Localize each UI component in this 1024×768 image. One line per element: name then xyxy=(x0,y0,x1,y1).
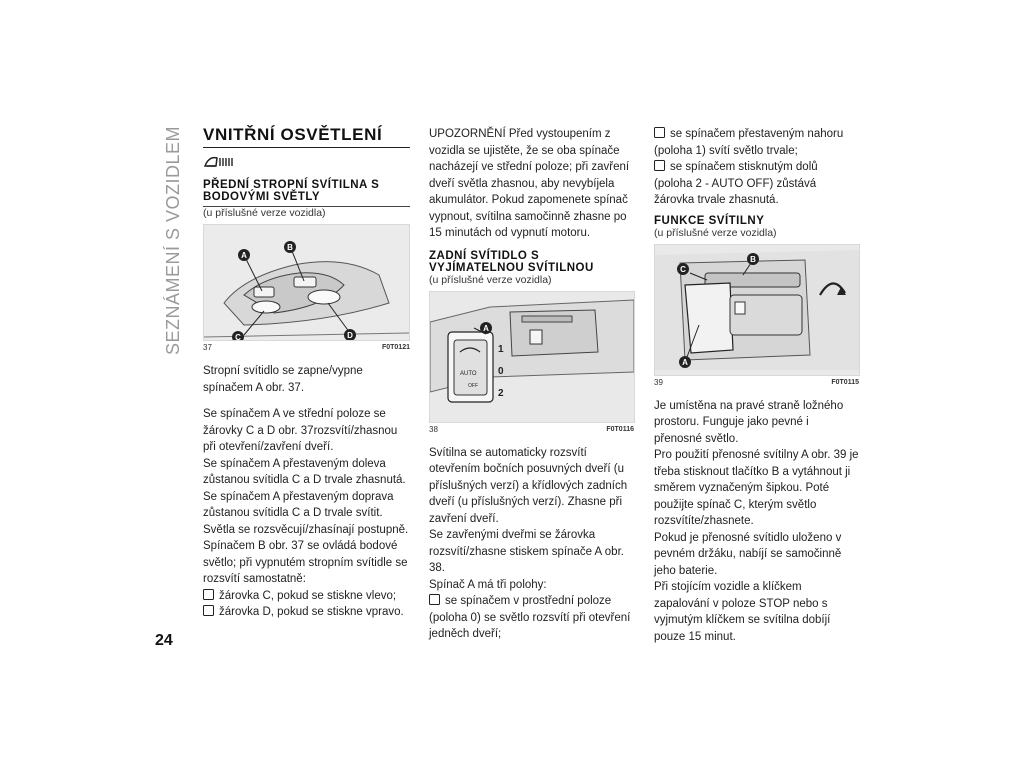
interior-lamp-icon xyxy=(203,154,410,175)
figure-code: F0T0115 xyxy=(831,378,859,386)
checkbox-bullet-icon xyxy=(654,160,665,171)
paragraph: Spínačem B obr. 37 se ovládá bodové světlo; při vypnutém stropním svítidle se rozsvítí samostatně: xyxy=(203,540,408,585)
column-3 xyxy=(654,126,859,645)
paragraph: Při stojícím vozidle a klíčkem zapalování v poloze STOP nebo s vyjmutým klíčkem se svítilna dobíjí pouze 15 minut. xyxy=(654,581,831,643)
checkbox-bullet-icon xyxy=(429,594,440,605)
position-2-label: 2 xyxy=(498,387,504,399)
callout-label: A xyxy=(682,357,688,367)
figure-caption xyxy=(429,425,634,435)
callout-a xyxy=(238,249,250,261)
paragraph: Světla se rozsvěcují/zhasínají postupně. xyxy=(203,523,409,536)
callout-a xyxy=(480,322,492,334)
callout-c xyxy=(677,263,689,275)
list-item: žárovka C, pokud se stiskne vlevo; xyxy=(203,588,410,605)
section-title: VNITŘNÍ OSVĚTLENÍ xyxy=(203,126,410,148)
version-note: (u příslušné verze vozidla) xyxy=(429,273,552,286)
ceiling-lamp-illustration xyxy=(204,225,409,340)
column-2 xyxy=(429,126,634,643)
paragraph: Pokud je přenosné svítidlo uloženo v pevném držáku, nabíjí se samočinně jeho baterie. xyxy=(654,531,842,577)
figure-caption xyxy=(654,378,859,388)
rear-lamp-illustration xyxy=(430,292,634,422)
figure-number: 39 xyxy=(654,377,663,387)
list-item: žárovka D, pokud se stiskne vpravo. xyxy=(203,604,410,621)
subheading: PŘEDNÍ STROPNÍ SVÍTILNA S BODOVÝMI SVĚTLY xyxy=(203,179,410,207)
auto-label: AUTO xyxy=(460,370,477,377)
figure-caption xyxy=(203,343,410,353)
figure-37 xyxy=(203,224,410,341)
figure-number: 38 xyxy=(429,424,438,434)
callout-label: C xyxy=(235,333,241,340)
figure-39 xyxy=(654,244,860,376)
checkbox-bullet-icon xyxy=(203,605,214,616)
callout-b xyxy=(747,253,759,265)
callout-label: A xyxy=(483,323,489,333)
version-note: (u příslušné verze vozidla) xyxy=(654,226,777,239)
position-1-label: 1 xyxy=(498,343,504,355)
off-label: OFF xyxy=(468,382,478,389)
checkbox-bullet-icon xyxy=(203,589,214,600)
callout-label: B xyxy=(750,254,756,264)
paragraph: Se spínačem A ve střední poloze se žárovky C a D obr. 37rozsvítí/zhasnou při otevření/zavření dveří. xyxy=(203,408,398,453)
list-item: se spínačem stisknutým dolů (poloha 2 - AUTO OFF) zůstává žárovka trvale zhasnutá. xyxy=(654,161,818,206)
figure-code: F0T0116 xyxy=(606,425,634,433)
list-item: se spínačem v prostřední poloze (poloha 0) se světlo rozsvítí při otevření jedněch dveří; xyxy=(429,595,631,640)
callout-label: D xyxy=(347,331,353,340)
callout-label: C xyxy=(680,264,686,274)
paragraph: Je umístěna na pravé straně ložného prostoru. Funguje jako pevné i přenosné světlo. xyxy=(654,399,844,445)
lamp-symbol-icon xyxy=(203,154,237,170)
version-note: (u příslušné verze vozidla) xyxy=(203,207,326,219)
paragraph: Stropní svítidlo se zapne/vypne spínačem A obr. 37. xyxy=(203,365,363,394)
figure-38 xyxy=(429,291,635,423)
paragraph: Spínač A má tři polohy: xyxy=(429,578,547,591)
callout-a xyxy=(679,356,691,368)
paragraph: Pro použití přenosné svítilny A obr. 39 je třeba stisknout tlačítko B a vytáhnout ji směrem vyznačeným šipkou. Poté použijte spínač C, kterým světlo rozsvítíte/zhasnete. xyxy=(654,449,859,527)
list-item: se spínačem přestaveným nahoru (poloha 1) svítí světlo trvale; xyxy=(654,128,844,157)
figure-number: 37 xyxy=(203,343,212,352)
page-number: 24 xyxy=(155,632,173,649)
figure-code: F0T0121 xyxy=(381,344,410,351)
callout-label: B xyxy=(287,243,293,252)
column-1 xyxy=(203,126,410,621)
callout-label: A xyxy=(241,251,247,260)
checkbox-bullet-icon xyxy=(654,127,665,138)
paragraph: Se spínačem A přestaveným doprava zůstanou svítidla C a D trvale svítit. xyxy=(203,490,394,519)
chapter-side-title: SEZNÁMENÍ S VOZIDLEM xyxy=(163,125,184,356)
warning-paragraph: UPOZORNĚNÍ Před vystoupením z vozidla se ujistěte, že se oba spínače nacházejí ve střední poloze; při zavření dveří světla zhasnou, aby nevybíjela akumulátor. Pokud zapomenete spínač vypnout, svítilna samočinně zhasne po 15 minutách od vypnutí motoru. xyxy=(429,128,630,239)
position-0-label: 0 xyxy=(498,365,504,377)
subheading: ZADNÍ SVÍTIDLO S VYJÍMATELNOU SVÍTILNOU xyxy=(429,249,594,274)
callout-b xyxy=(284,241,296,253)
paragraph: Svítilna se automaticky rozsvítí otevřením bočních posuvných dveří (u příslušných verzí) a křídlových zadních dveří (u příslušných verzí). Zhasne při zavření dveří. xyxy=(429,446,628,525)
subheading: FUNKCE SVÍTILNY xyxy=(654,214,765,227)
paragraph: Se zavřenými dveřmi se žárovka rozsvítí/zhasne stiskem spínače A obr. 38. xyxy=(429,529,624,574)
portable-lamp-illustration xyxy=(655,245,859,375)
paragraph: Se spínačem A přestaveným doleva zůstanou svítidla C a D trvale zhasnutá. xyxy=(203,457,406,486)
